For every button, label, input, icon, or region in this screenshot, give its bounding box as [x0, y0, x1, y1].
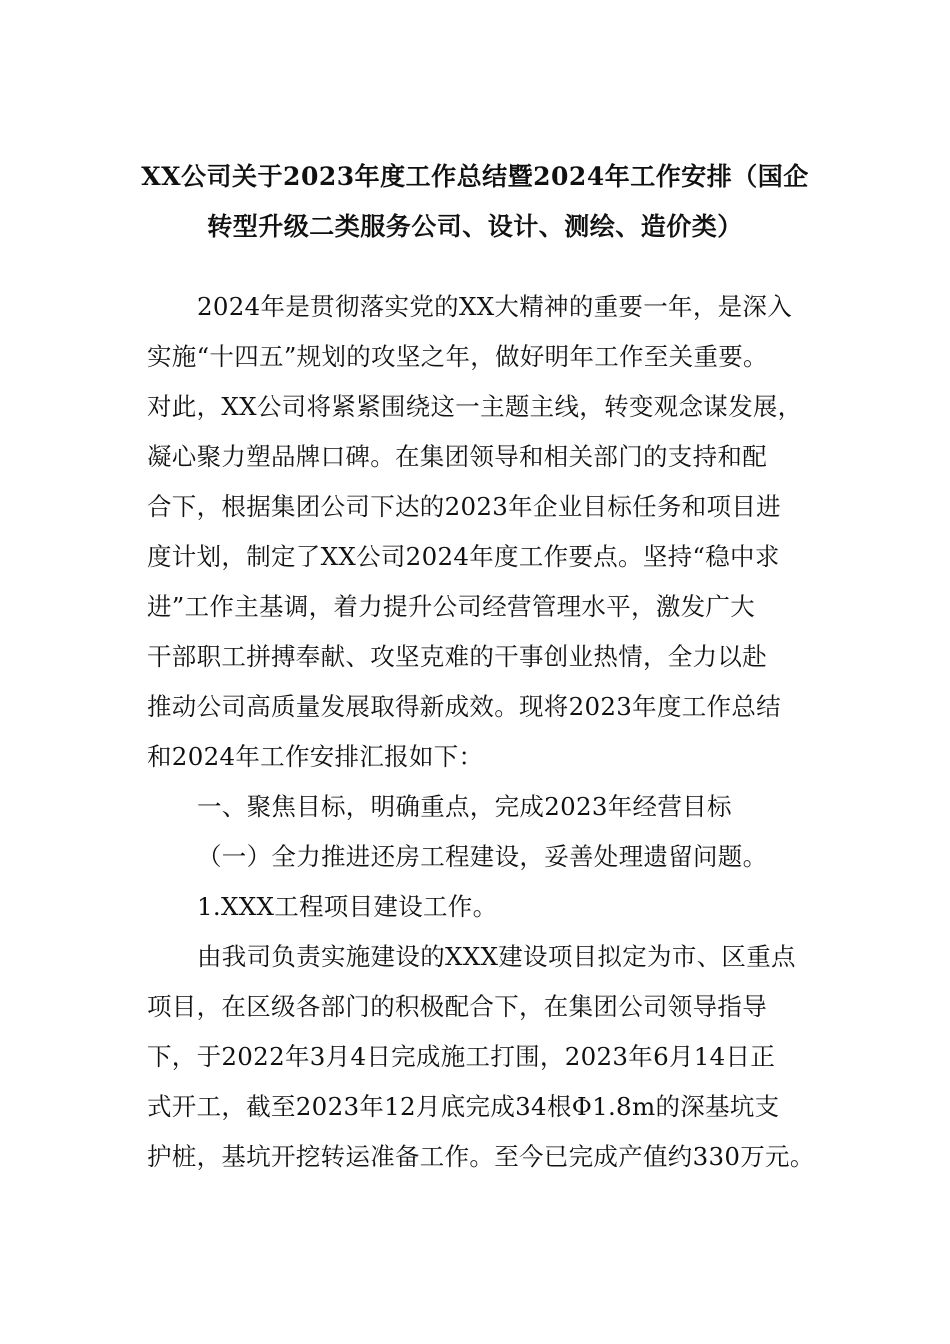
paragraph-line: 度计划，制定了XX公司2024年度工作要点。坚持“稳中求 — [147, 542, 780, 571]
paragraph-line: 对此，XX公司将紧紧围绕这一主题主线，转变观念谋发展， — [147, 392, 803, 421]
paragraph-line: 和2024年工作安排汇报如下： — [147, 742, 484, 771]
paragraph-line: 式开工，截至2023年12月底完成34根Φ1.8m的深基坑支 — [147, 1092, 780, 1121]
paragraph-line: 2024年是贯彻落实党的XX大精神的重要一年，是深入 — [197, 292, 793, 321]
paragraph-line: 凝心聚力塑品牌口碑。在集团领导和相关部门的支持和配 — [147, 442, 767, 471]
paragraph-line: 推动公司高质量发展取得新成效。现将2023年度工作总结 — [147, 692, 781, 721]
paragraph-line: 下，于2022年3月4日完成施工打围，2023年6月14日正 — [147, 1042, 776, 1071]
subsection-heading: （一）全力推进还房工程建设，妥善处理遗留问题。 — [197, 842, 768, 871]
paragraph-line: 护桩，基坑开挖转运准备工作。至今已完成产值约330万元。 — [147, 1142, 815, 1171]
paragraph-line: 干部职工拼搏奉献、攻坚克难的干事创业热情，全力以赴 — [147, 642, 767, 671]
paragraph-line: 实施“十四五”规划的攻坚之年，做好明年工作至关重要。 — [147, 342, 768, 371]
paragraph-line: 由我司负责实施建设的XXX建设项目拟定为市、区重点 — [197, 942, 796, 971]
item-heading: 1.XXX工程项目建设工作。 — [197, 892, 498, 921]
section-heading: 一、聚焦目标，明确重点，完成2023年经营目标 — [197, 792, 732, 821]
document-title-line-2: 转型升级二类服务公司、设计、测绘、造价类） — [207, 212, 743, 241]
paragraph-line: 进”工作主基调，着力提升公司经营管理水平，激发广大 — [147, 592, 756, 621]
paragraph-line: 合下，根据集团公司下达的2023年企业目标任务和项目进 — [147, 492, 781, 521]
document-title-line-1: XX公司关于2023年度工作总结暨2024年工作安排（国企 — [141, 162, 809, 191]
paragraph-line: 项目，在区级各部门的积极配合下，在集团公司领导指导 — [147, 992, 767, 1021]
